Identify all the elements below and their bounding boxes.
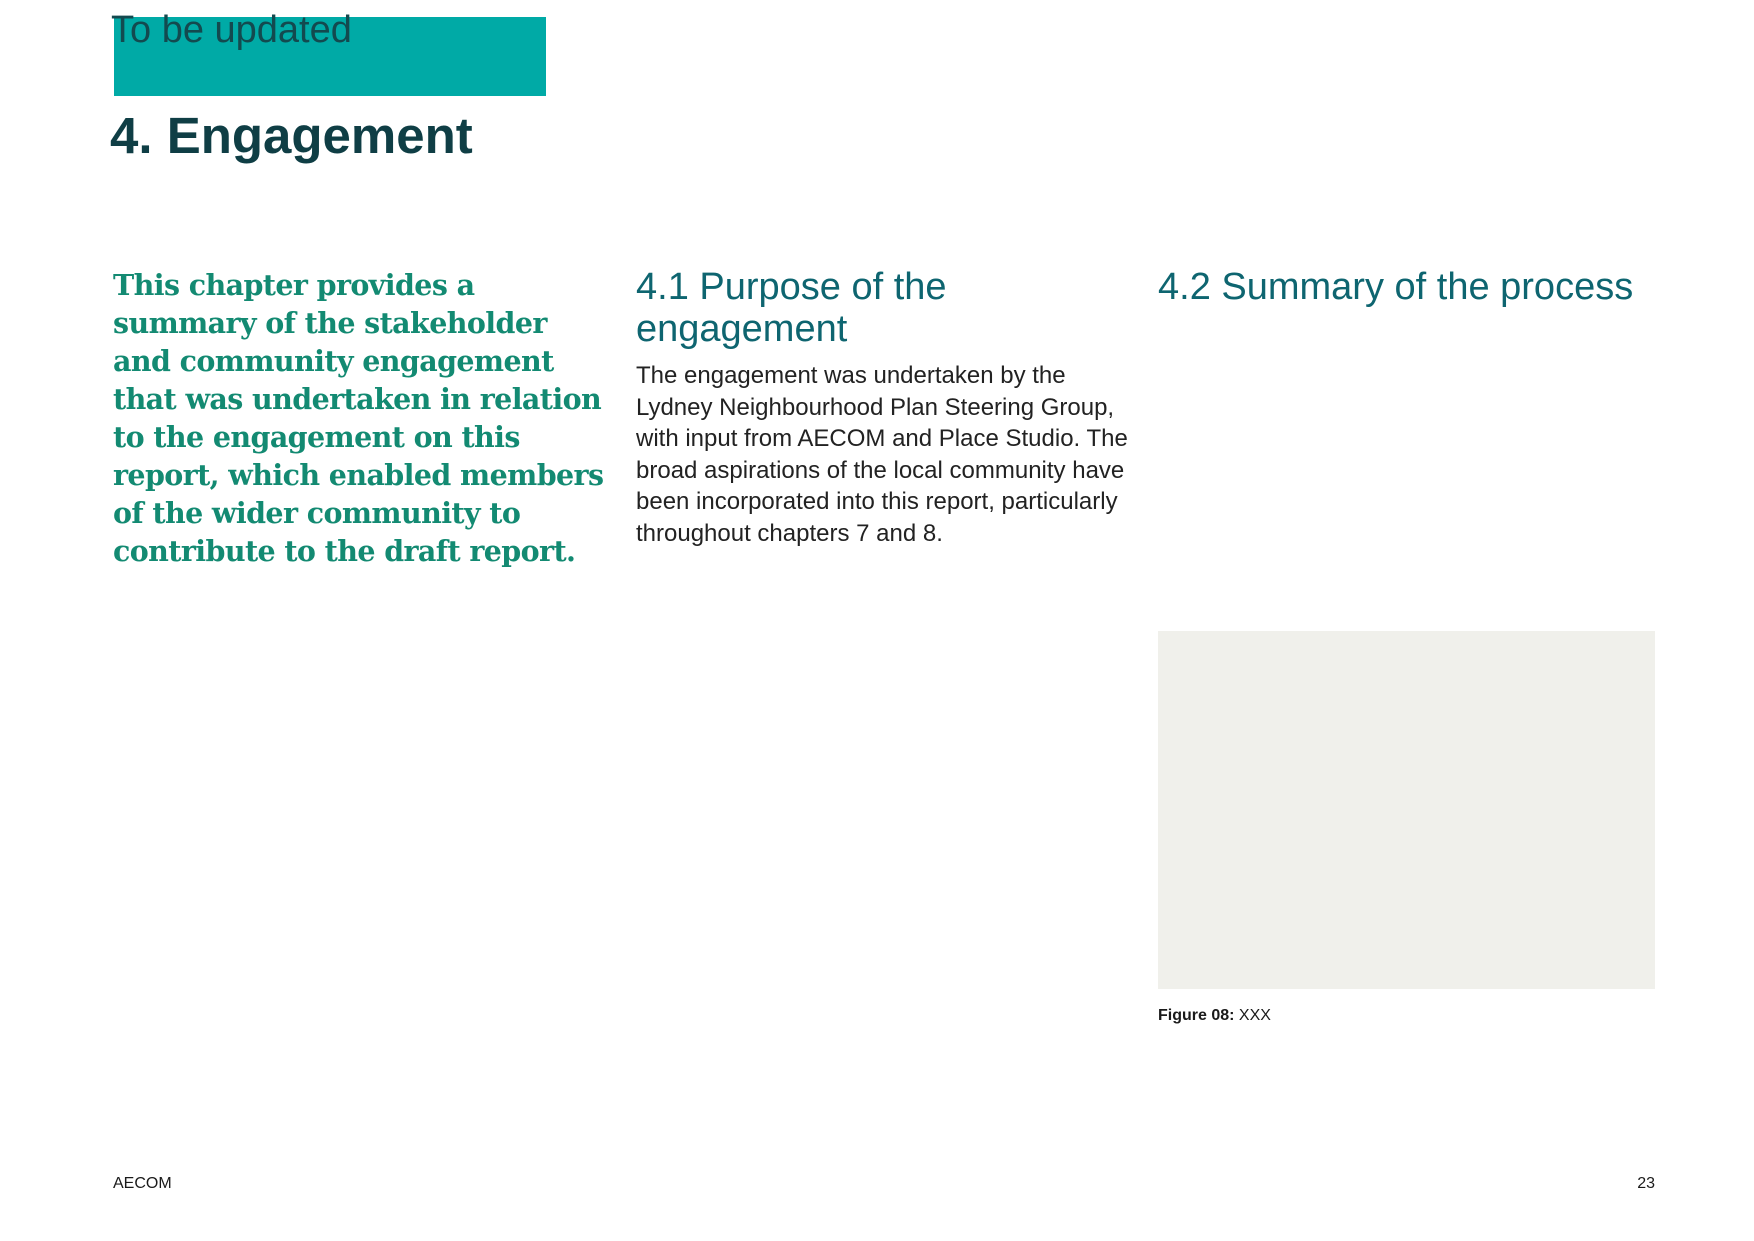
page-number: 23	[1637, 1175, 1655, 1192]
intro-paragraph: This chapter provides a summary of the stakeholder and community engagement that was undertaken in relation to the engagement on this report, which enabled members of the wider community to contribute to the draft report.	[113, 268, 604, 568]
section-purpose	[636, 266, 1136, 549]
section-heading-process: 4.2 Summary of the process	[1158, 266, 1634, 308]
figure-caption	[1158, 1006, 1271, 1026]
figure-placeholder	[1158, 631, 1655, 989]
footer-brand: AECOM	[113, 1175, 172, 1192]
chapter-title: 4. Engagement	[110, 107, 473, 164]
figure-caption-text: XXX	[1238, 1007, 1271, 1024]
section-body-purpose: The engagement was undertaken by the Lydney Neighbourhood Plan Steering Group, with input from AECOM and Place Studio. The broad aspirations of the local community have been incorporated into this report, particularly throughout chapters 7 and 8.	[636, 362, 1128, 547]
section-heading-purpose: 4.1 Purpose of the engagement	[636, 266, 947, 350]
figure-label: Figure 08:	[1158, 1007, 1235, 1024]
section-process	[1158, 266, 1658, 308]
banner-text: To be updated	[111, 9, 352, 51]
